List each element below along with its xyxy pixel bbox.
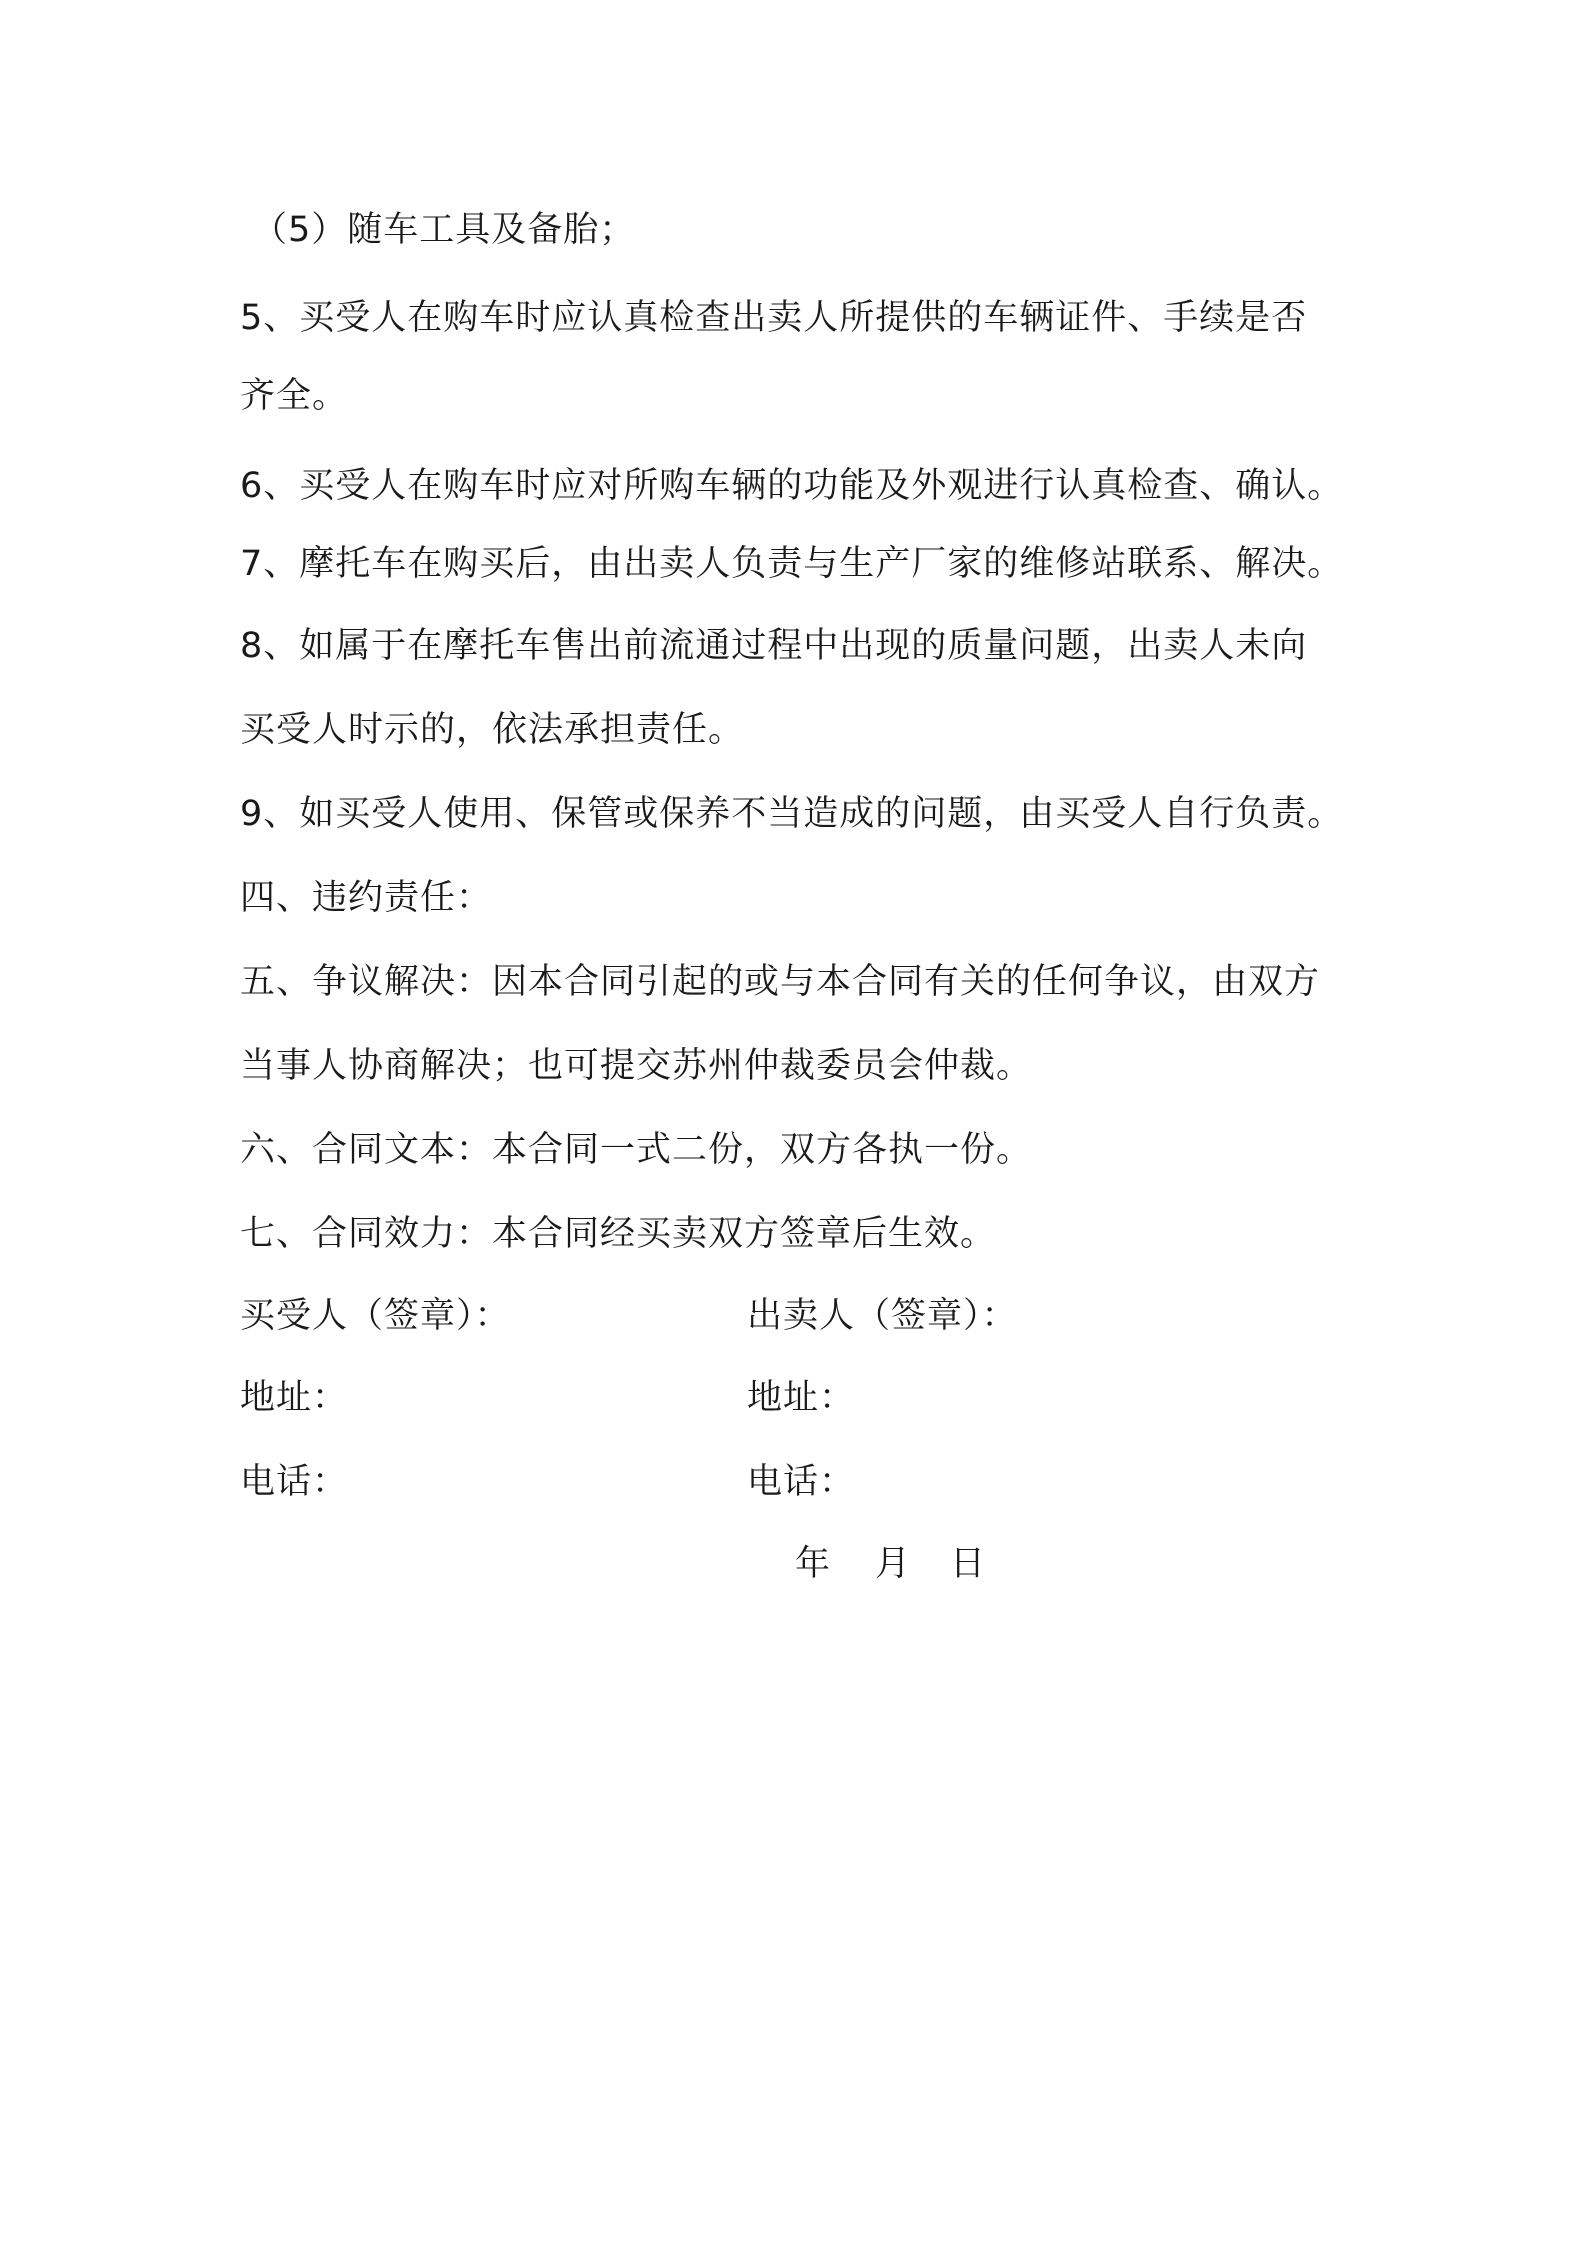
seller-phone-label: 电话： (747, 1462, 856, 1502)
clause-8-line-1: 8、如属于在摩托车售出前流通过程中出现的质量问题，出卖人未向 (240, 626, 1308, 666)
section-7-effect: 七、合同效力：本合同经买卖双方签章后生效。 (240, 1214, 997, 1254)
buyer-seal-label: 买受人（签章）： (240, 1296, 511, 1336)
clause-9: 9、如买受人使用、保管或保养不当造成的问题，由买受人自行负责。 (240, 794, 1344, 834)
clause-7: 7、摩托车在购买后，由出卖人负责与生产厂家的维修站联系、解决。 (240, 544, 1344, 584)
buyer-phone-label: 电话： (240, 1462, 349, 1502)
buyer-address-label: 地址： (240, 1378, 349, 1418)
section-5-line-1: 五、争议解决：因本合同引起的或与本合同有关的任何争议，由双方 (240, 962, 1321, 1002)
item-5-accessories: （5）随车工具及备胎； (252, 210, 636, 250)
seller-address-label: 地址： (747, 1378, 856, 1418)
date-day-label: 日 (950, 1544, 986, 1584)
seller-seal-label: 出卖人（签章）： (747, 1296, 1018, 1336)
clause-6: 6、买受人在购车时应对所购车辆的功能及外观进行认真检查、确认。 (240, 466, 1344, 506)
section-4-breach: 四、违约责任： (240, 878, 493, 918)
section-5-line-2: 当事人协商解决；也可提交苏州仲裁委员会仲裁。 (240, 1046, 1033, 1086)
signing-date (795, 1540, 985, 1588)
clause-8-line-2: 买受人时示的，依法承担责任。 (240, 710, 745, 750)
date-year-label: 年 (795, 1544, 831, 1584)
clause-5-line-2: 齐全。 (240, 376, 349, 416)
section-6-copies: 六、合同文本：本合同一式二份，双方各执一份。 (240, 1130, 1033, 1170)
clause-5-line-1: 5、买受人在购车时应认真检查出卖人所提供的车辆证件、手续是否 (240, 298, 1308, 338)
date-month-label: 月 (875, 1544, 911, 1584)
